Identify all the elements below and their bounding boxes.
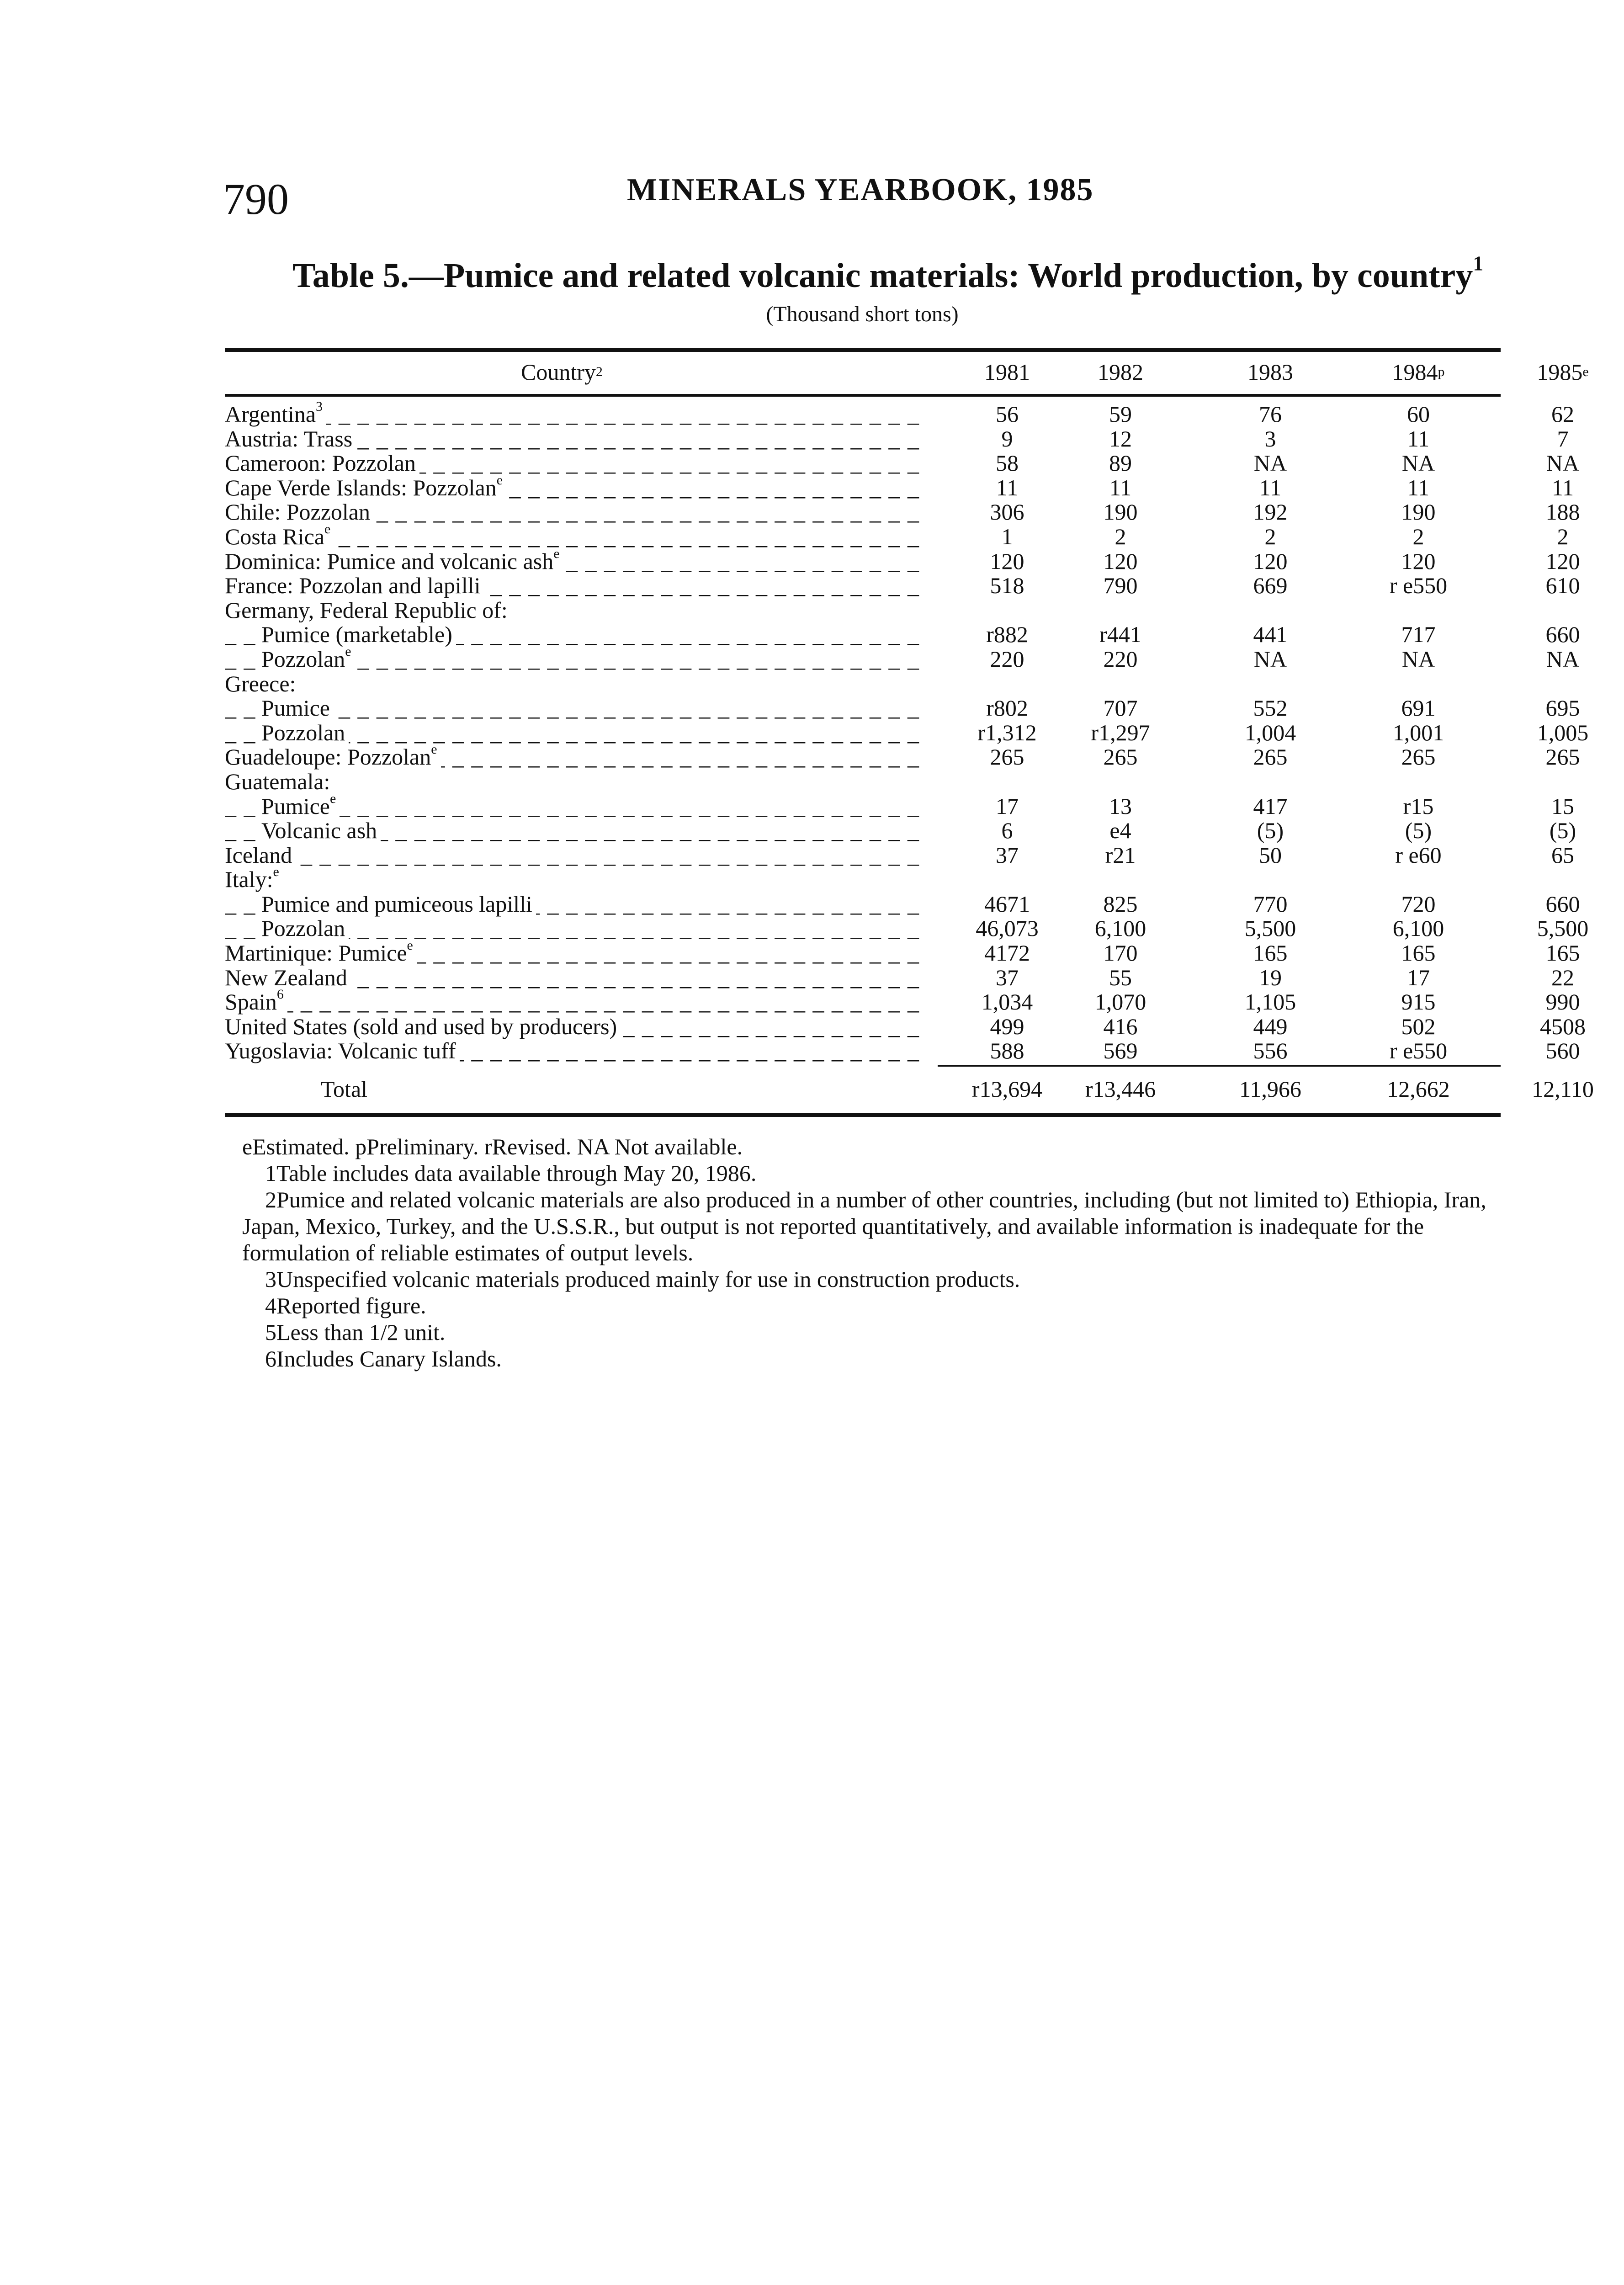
footnote: 5Less than 1/2 unit.: [265, 1319, 446, 1345]
row-label: Pozzolan$^e$: [261, 647, 355, 672]
row-value: r e550: [1389, 573, 1448, 599]
row-label: Greece:: [225, 672, 299, 696]
row-value: 17: [996, 793, 1019, 819]
row-value: 707: [1103, 695, 1138, 721]
row-value: 691: [1401, 695, 1436, 721]
row-label: Cameroon: Pozzolan: [225, 451, 419, 476]
row-value: 6,100: [1392, 915, 1444, 941]
footnote-legend: eEstimated. pPreliminary. rRevised. NA Not available.: [242, 1134, 743, 1159]
header-country: Country 2: [521, 359, 603, 385]
row-value: 11: [996, 474, 1019, 500]
row-label: New Zealand: [225, 966, 351, 990]
row-value: 120: [990, 548, 1024, 574]
row-value: 1,004: [1244, 719, 1296, 745]
row-value: NA: [1401, 450, 1435, 476]
row-value: 188: [1545, 499, 1580, 525]
table-row: [225, 695, 1580, 721]
header-rule: [225, 394, 1501, 397]
row-value: 1,001: [1392, 719, 1444, 745]
row-value: 3: [1264, 425, 1276, 452]
row-label: Austria: Trass: [225, 427, 356, 452]
table-row: [225, 891, 1580, 917]
row-value: 62: [1551, 401, 1574, 427]
row-value: 220: [990, 646, 1024, 672]
table-row: [225, 1038, 1580, 1064]
row-value: 89: [1109, 450, 1132, 476]
row-label: Yugoslavia: Volcanic tuff: [225, 1039, 460, 1063]
row-value: 1,070: [1094, 989, 1146, 1015]
row-value: NA: [1253, 646, 1287, 672]
row-value: r882: [986, 622, 1028, 648]
table-row: [225, 987, 1580, 1015]
row-value: 1,105: [1244, 989, 1296, 1015]
row-value: r441: [1099, 622, 1141, 648]
table-row: [225, 742, 1580, 770]
table-row: [225, 915, 1589, 941]
row-value: 11: [1551, 474, 1574, 500]
row-value: 120: [1103, 548, 1138, 574]
row-value: 7: [1557, 425, 1569, 452]
table-row: [225, 622, 1580, 648]
row-value: 4172: [984, 940, 1030, 966]
row-value: 17: [1407, 964, 1430, 990]
total-value: r13,694: [971, 1076, 1043, 1102]
row-value: 5,500: [1244, 915, 1296, 941]
row-value: 265: [1545, 744, 1580, 770]
row-value: 2: [1115, 523, 1126, 549]
table-row: [225, 791, 1574, 819]
row-value: 695: [1545, 695, 1580, 721]
row-value: 190: [1103, 499, 1138, 525]
row-value: 4671: [984, 891, 1030, 917]
row-value: 556: [1253, 1038, 1288, 1064]
row-label: Volcanic ash: [261, 818, 381, 843]
row-label: Chile: Pozzolan: [225, 500, 374, 525]
row-label: Argentina$^3$: [225, 402, 326, 427]
table-row: [225, 425, 1569, 452]
header-year: 1982: [1098, 359, 1143, 385]
row-value: 165: [1253, 940, 1288, 966]
row-label: Dominica: Pumice and volcanic ash$^e$: [225, 549, 563, 574]
row-value: 499: [990, 1013, 1024, 1039]
row-value: 192: [1253, 499, 1288, 525]
row-value: 19: [1259, 964, 1282, 990]
footnote: 2Pumice and related volcanic materials are also produced in a number of other countries, including (but not limited to) Ethiopia, Iran, Japan, Mexico, Turkey, and the U.S.S.R., but output is not reported quantitatively, and available information is inadequate for the formulation of reliable estimates of output levels.: [242, 1187, 1486, 1265]
row-value: 170: [1103, 940, 1138, 966]
row-value: 165: [1545, 940, 1580, 966]
row-value: 265: [1401, 744, 1436, 770]
table-row: [225, 818, 1576, 844]
row-label: Guatemala:: [225, 770, 334, 794]
row-value: 720: [1401, 891, 1436, 917]
row-label: United States (sold and used by producers): [225, 1015, 621, 1039]
page-number: 790: [223, 175, 289, 223]
row-value: 22: [1551, 964, 1574, 990]
table-row: [225, 842, 1574, 868]
total-value: 11,966: [1239, 1076, 1301, 1102]
row-value: 265: [990, 744, 1024, 770]
row-value: (5): [1405, 818, 1432, 844]
running-head: MINERALS YEARBOOK, 1985: [627, 172, 1094, 207]
row-value: 770: [1253, 891, 1288, 917]
row-value: 76: [1259, 401, 1282, 427]
row-value: 6,100: [1094, 915, 1146, 941]
row-label: Italy:$^e$: [225, 867, 283, 892]
total-value: 12,110: [1532, 1076, 1594, 1102]
row-value: 660: [1545, 891, 1580, 917]
table-row: [225, 499, 1580, 525]
table-row: [225, 719, 1589, 745]
table-row: [225, 1013, 1586, 1039]
header-year: 1983: [1247, 359, 1293, 385]
row-value: 9: [1001, 425, 1013, 452]
row-value: 60: [1407, 401, 1430, 427]
table-row: [225, 546, 1580, 574]
row-value: 46,073: [976, 915, 1039, 941]
row-value: (5): [1257, 818, 1284, 844]
row-value: 11: [1259, 474, 1282, 500]
row-value: 6: [1001, 818, 1013, 844]
row-label: Germany, Federal Republic of:: [225, 598, 511, 623]
row-value: 502: [1401, 1013, 1436, 1039]
row-value: NA: [1401, 646, 1435, 672]
total-row: [225, 1073, 1594, 1105]
table-row: [225, 521, 1569, 549]
row-value: 610: [1545, 573, 1580, 599]
table-row: [225, 770, 1501, 794]
row-value: r21: [1105, 842, 1136, 868]
total-value: 12,662: [1387, 1076, 1450, 1102]
footnote: 6Includes Canary Islands.: [265, 1346, 502, 1371]
row-value: 660: [1545, 622, 1580, 648]
row-label: Guadeloupe: Pozzolan$^e$: [225, 745, 441, 770]
row-label: Pumice: [261, 696, 334, 721]
row-value: r802: [986, 695, 1028, 721]
row-value: 11: [1407, 425, 1430, 452]
row-value: 59: [1109, 401, 1132, 427]
table-row: [225, 938, 1580, 966]
row-value: 165: [1401, 940, 1436, 966]
row-value: (5): [1549, 818, 1576, 844]
row-label: Pozzolan: [261, 916, 349, 941]
row-value: e4: [1109, 818, 1131, 844]
row-value: 588: [990, 1038, 1024, 1064]
header-year: 1981: [984, 359, 1030, 385]
total-value: r13,446: [1085, 1076, 1156, 1102]
table-row: [225, 573, 1580, 599]
bottom-rule: [225, 1113, 1501, 1117]
row-value: 560: [1545, 1038, 1580, 1064]
row-value: r1,312: [977, 719, 1037, 745]
dot-leader: [225, 990, 919, 1015]
row-value: 190: [1401, 499, 1436, 525]
row-value: 265: [1103, 744, 1138, 770]
row-value: 518: [990, 573, 1024, 599]
row-value: 441: [1253, 622, 1288, 648]
row-value: NA: [1546, 646, 1580, 672]
row-value: NA: [1546, 450, 1580, 476]
row-label: Pumice$^e$: [261, 794, 340, 819]
row-value: NA: [1253, 450, 1287, 476]
row-label: Pumice and pumiceous lapilli: [261, 892, 536, 917]
table-row: [225, 598, 1501, 623]
total-label: Total: [321, 1076, 368, 1102]
footnote: 4Reported figure.: [265, 1293, 426, 1318]
row-value: 15: [1551, 793, 1574, 819]
row-value: 417: [1253, 793, 1288, 819]
row-value: 1,034: [981, 989, 1033, 1015]
row-value: 13: [1109, 793, 1132, 819]
row-value: 669: [1253, 573, 1288, 599]
row-value: 65: [1551, 842, 1574, 868]
footnotes: [242, 1133, 1513, 1372]
row-value: 790: [1103, 573, 1138, 599]
row-value: 915: [1401, 989, 1436, 1015]
row-value: r1,297: [1091, 719, 1150, 745]
row-value: 2: [1264, 523, 1276, 549]
row-value: 1,005: [1537, 719, 1589, 745]
row-value: 825: [1103, 891, 1138, 917]
footnote: 3Unspecified volcanic materials produced mainly for use in construction products.: [265, 1266, 1020, 1292]
row-value: 58: [996, 450, 1019, 476]
row-value: 717: [1401, 622, 1436, 648]
row-label: Iceland: [225, 843, 296, 868]
row-value: r e550: [1389, 1038, 1448, 1064]
row-value: 120: [1545, 548, 1580, 574]
row-value: 306: [990, 499, 1024, 525]
dot-leader: [225, 402, 919, 427]
table-row: [225, 399, 1574, 427]
row-value: 55: [1109, 964, 1132, 990]
row-value: r e60: [1395, 842, 1442, 868]
table-row: [225, 450, 1580, 476]
row-value: 37: [996, 842, 1019, 868]
table-row: [225, 964, 1574, 990]
row-value: 220: [1103, 646, 1138, 672]
row-label: Costa Rica$^e$: [225, 525, 334, 549]
header-year: 1984 p: [1392, 359, 1445, 385]
row-value: 120: [1401, 548, 1436, 574]
row-label: Pumice (marketable): [261, 622, 456, 647]
row-value: 265: [1253, 744, 1288, 770]
table-row: [225, 864, 1501, 893]
row-value: 11: [1407, 474, 1430, 500]
row-value: 449: [1253, 1013, 1288, 1039]
row-label: Martinique: Pumice$^e$: [225, 941, 417, 966]
table-row: [225, 643, 1580, 672]
row-label: Pozzolan: [261, 721, 349, 745]
row-value: r15: [1403, 793, 1434, 819]
row-label: France: Pozzolan and lapilli: [225, 574, 484, 598]
row-value: 120: [1253, 548, 1288, 574]
dot-leader: [225, 843, 919, 868]
footnote: 1Table includes data available through May 20, 1986.: [265, 1160, 757, 1186]
row-value: 1: [1001, 523, 1013, 549]
production-table: [225, 399, 1589, 1064]
row-label: Cape Verde Islands: Pozzolan$^e$: [225, 476, 506, 500]
row-value: 5,500: [1537, 915, 1589, 941]
row-value: 552: [1253, 695, 1288, 721]
row-value: 37: [996, 964, 1019, 990]
table-subtitle: (Thousand short tons): [766, 302, 959, 326]
row-value: 4508: [1540, 1013, 1586, 1039]
row-value: 569: [1103, 1038, 1138, 1064]
table-row: [225, 672, 1501, 696]
row-value: 2: [1412, 523, 1424, 549]
row-value: 12: [1109, 425, 1132, 452]
row-value: 11: [1109, 474, 1132, 500]
table-row: [225, 472, 1574, 500]
row-value: 990: [1545, 989, 1580, 1015]
table-title: Table 5.—Pumice and related volcanic materials: World production, by country$^1$: [292, 251, 1484, 295]
header-year: 1985 e: [1537, 359, 1589, 385]
row-value: 50: [1259, 842, 1282, 868]
row-value: 416: [1103, 1013, 1138, 1039]
row-value: 2: [1557, 523, 1569, 549]
total-rule: [938, 1065, 1501, 1067]
row-label: Spain$^6$: [225, 990, 287, 1015]
row-value: 56: [996, 401, 1019, 427]
